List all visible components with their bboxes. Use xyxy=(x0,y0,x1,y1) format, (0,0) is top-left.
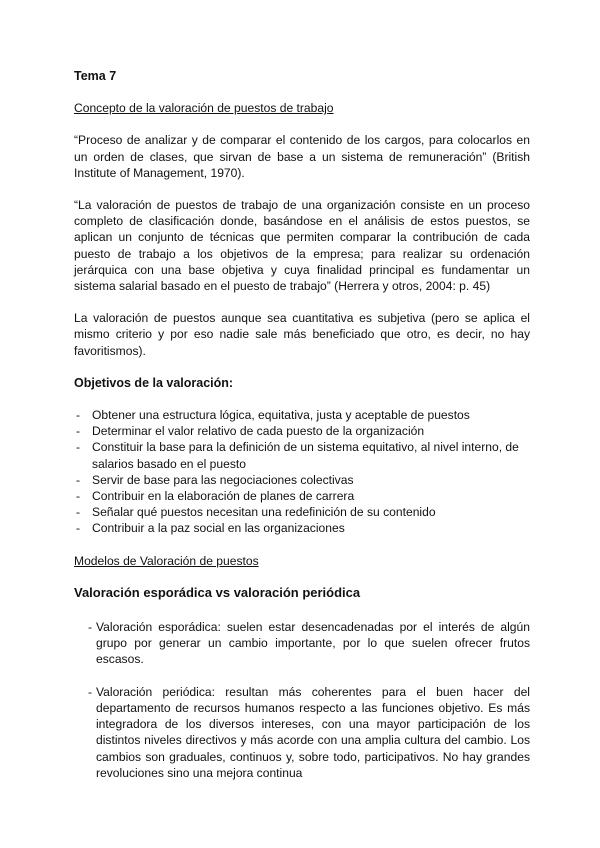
list-item xyxy=(74,407,530,423)
list-item-text: Servir de base para las negociaciones colectivas xyxy=(92,472,354,487)
list-item-text: Valoración esporádica: suelen estar desencadenadas por el interés de algún grupo por generar un cambio importante, por lo que suelen ofrecer frutos escasos. xyxy=(96,620,530,667)
list-dash: - xyxy=(76,505,81,520)
list-item-text: Valoración periódica: resultan más coherentes para el buen hacer del departamento de recursos humanos respecto a las funciones objetivo. Es más integradora de los diversos intereses, con una mayor participación de los distintos niveles directivos y más acorde con una amplia cultura del cambio. Los cambios son graduales, continuos y, sobre todo, participativos. No hay grandes revoluciones sino una mejora continua xyxy=(96,684,530,780)
list-dash: - xyxy=(76,424,81,439)
section-heading-concepto: Concepto de la valoración de puestos de trabajo xyxy=(74,101,334,116)
list-item-text: Señalar qué puestos necesitan una redefinición de su contenido xyxy=(92,505,436,520)
list-item-text: Obtener una estructura lógica, equitativa, justa y aceptable de puestos xyxy=(92,408,470,423)
document-page xyxy=(74,68,530,797)
list-item-text: Determinar el valor relativo de cada puesto de la organización xyxy=(92,424,425,439)
list-dash: - xyxy=(76,408,81,423)
page-title: Tema 7 xyxy=(74,69,117,83)
list-item xyxy=(74,684,530,781)
paragraph-subjetiva: La valoración de puestos aunque sea cuantitativa es subjetiva (pero se aplica el mismo criterio y por eso nadie sale más beneficiado que otro, es decir, no hay favoritismos). xyxy=(74,311,530,358)
list-item xyxy=(74,619,530,668)
list-dash: - xyxy=(88,620,93,635)
subheading-esporadica-periodica: Valoración esporádica vs valoración periódica xyxy=(74,584,361,600)
quote-british-institute: “Proceso de analizar y de comparar el contenido de los cargos, para colocarlos en un orden de clases, que sirvan de base a un sistema de remuneración” (British Institute of Management, 1970). xyxy=(74,133,530,180)
list-dash: - xyxy=(76,521,81,536)
objectives-heading: Objetivos de la valoración: xyxy=(74,375,234,390)
list-item-text: Constituir la base para la definición de un sistema equitativo, al nivel interno, de salarios basado en el puesto xyxy=(92,440,519,471)
list-item xyxy=(74,439,530,471)
models-list xyxy=(74,619,530,781)
list-dash: - xyxy=(76,440,81,455)
list-dash: - xyxy=(76,489,81,504)
list-item xyxy=(74,520,530,536)
list-dash: - xyxy=(76,472,81,487)
list-item-text: Contribuir en la elaboración de planes de carrera xyxy=(92,489,355,504)
quote-herrera: “La valoración de puestos de trabajo de una organización consiste en un proceso completo de clasificación donde, basándose en el análisis de estos puestos, se aplican un conjunto de técnicas que permiten comparar la contribución de cada puesto de trabajo a los objetivos de la empresa; para realizar su ordenación jerárquica con una base objetiva y cuya finalidad principal es fundamentar un sistema salarial basado en el puesto de trabajo” (Herrera y otros, 2004: p. 45) xyxy=(74,198,530,294)
objectives-list xyxy=(74,407,530,537)
list-item xyxy=(74,504,530,520)
section-heading-modelos: Modelos de Valoración de puestos xyxy=(74,553,259,568)
list-item xyxy=(74,472,530,488)
list-dash: - xyxy=(88,684,93,699)
list-item xyxy=(74,488,530,504)
list-item-text: Contribuir a la paz social en las organizaciones xyxy=(92,521,345,536)
list-item xyxy=(74,423,530,439)
